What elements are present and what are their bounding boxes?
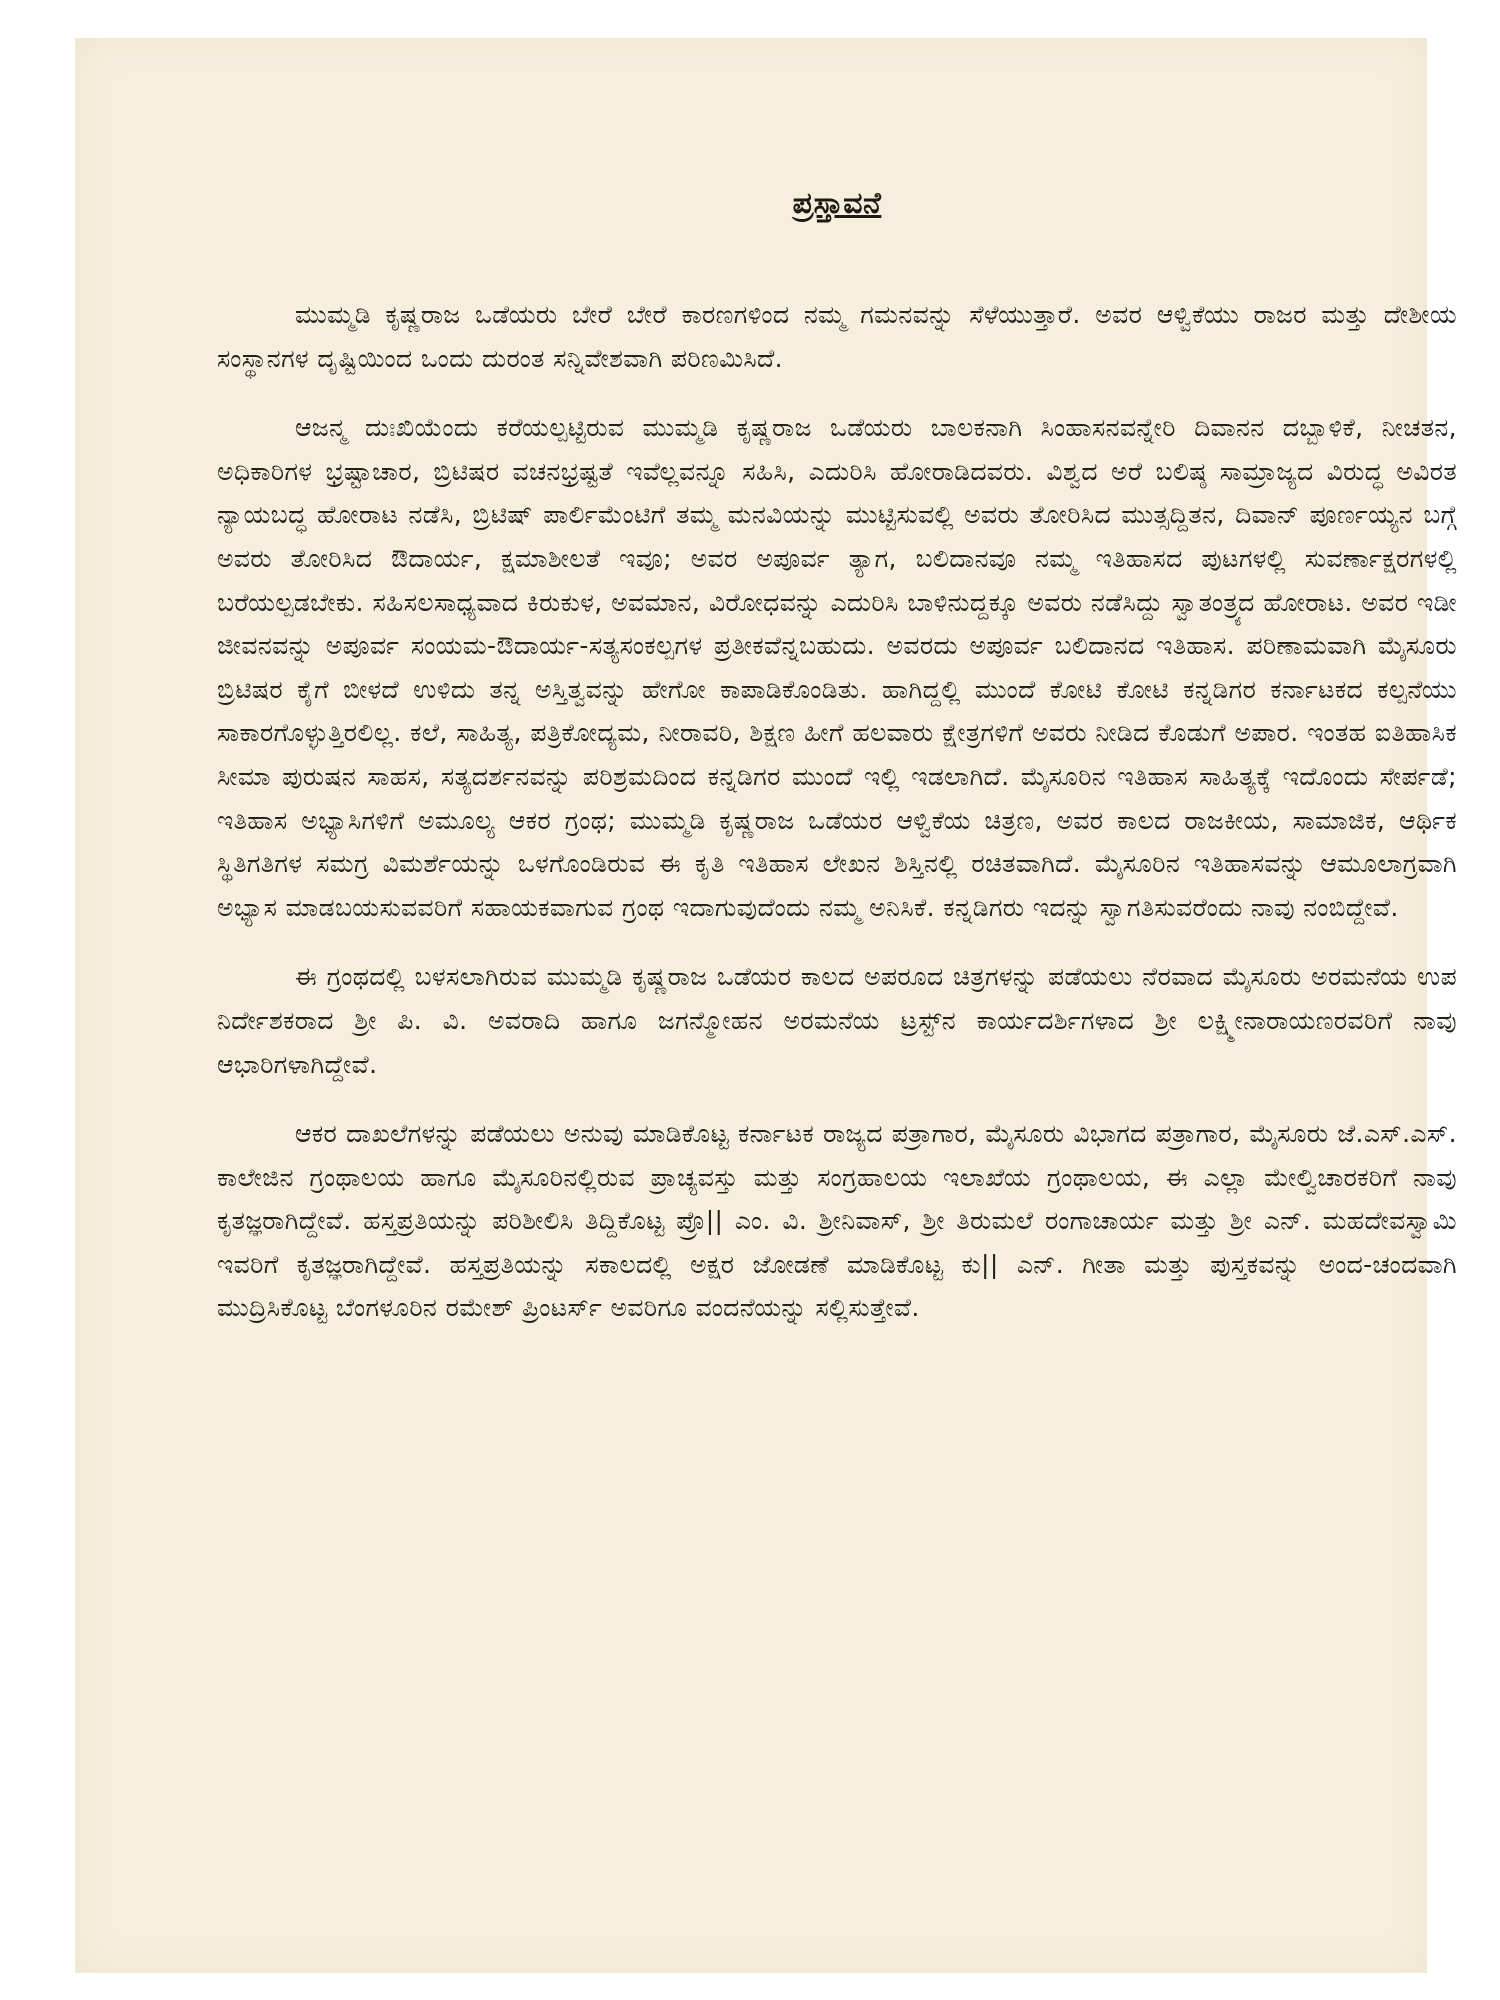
paragraph-intro: ಮುಮ್ಮಡಿ ಕೃಷ್ಣರಾಜ ಒಡೆಯರು ಬೇರೆ ಬೇರೆ ಕಾರಣಗಳಿಂದ ನಮ್ಮ ಗಮನವನ್ನು ಸೆಳೆಯುತ್ತಾರೆ. ಅವರ ಆಳ್ವಿಕೆಯು ರಾಜರ ಮತ್ತು ದೇಶೀಯ ಸಂಸ್ಥಾನಗಳ ದೃಷ್ಟಿಯಿಂದ ಒಂದು ದುರಂತ ಸನ್ನಿವೇಶವಾಗಿ ಪರಿಣಮಿಸಿದೆ. [217, 300, 1457, 373]
paragraph-images-thanks: ಈ ಗ್ರಂಥದಲ್ಲಿ ಬಳಸಲಾಗಿರುವ ಮುಮ್ಮಡಿ ಕೃಷ್ಣರಾಜ ಒಡೆಯರ ಕಾಲದ ಅಪರೂದ ಚಿತ್ರಗಳನ್ನು ಪಡೆಯಲು ನೆರವಾದ ಮೈಸೂರು ಅರಮನೆಯ ಉಪ ನಿರ್ದೇಶಕರಾದ ಶ್ರೀ ಪಿ. ವಿ. ಅವರಾದಿ ಹಾಗೂ ಜಗನ್ಮೋಹನ ಅರಮನೆಯ ಟ್ರಸ್ಟ್‌ನ ಕಾರ್ಯದರ್ಶಿಗಳಾದ ಶ್ರೀ ಲಕ್ಷ್ಮೀನಾರಾಯಣರವರಿಗೆ ನಾವು ಆಭಾರಿಗಳಾಗಿದ್ದೇವೆ. [217, 962, 1457, 1079]
document-body [217, 186, 1457, 1330]
page-sheet [75, 38, 1457, 1973]
page-title: ಪ್ರಸ್ತಾವನೆ [792, 186, 882, 221]
paragraph-history: ಆಜನ್ಮ ದುಃಖಿಯೆಂದು ಕರೆಯಲ್ಪಟ್ಟಿರುವ ಮುಮ್ಮಡಿ ಕೃಷ್ಣರಾಜ ಒಡೆಯರು ಬಾಲಕನಾಗಿ ಸಿಂಹಾಸನವನ್ನೇರಿ ದಿವಾನನ ದಬ್ಬಾಳಿಕೆ, ನೀಚತನ, ಅಧಿಕಾರಿಗಳ ಭ್ರಷ್ಟಾಚಾರ, ಬ್ರಿಟಿಷರ ವಚನಭ್ರಷ್ಟತೆ ಇವೆಲ್ಲವನ್ನೂ ಸಹಿಸಿ, ಎದುರಿಸಿ ಹೋರಾಡಿದವರು. ವಿಶ್ವದ ಅರೆ ಬಲಿಷ್ಠ ಸಾಮ್ರಾಜ್ಯದ ವಿರುದ್ಧ ಅವಿರತ ನ್ಯಾಯಬದ್ಧ ಹೋರಾಟ ನಡೆಸಿ, ಬ್ರಿಟಿಷ್ ಪಾರ್ಲಿಮೆಂಟಿಗೆ ತಮ್ಮ ಮನವಿಯನ್ನು ಮುಟ್ಟಿಸುವಲ್ಲಿ ಅವರು ತೋರಿಸಿದ ಮುತ್ಸದ್ದಿತನ, ದಿವಾನ್ ಪೂರ್ಣಯ್ಯನ ಬಗ್ಗೆ ಅವರು ತೋರಿಸಿದ ಔದಾರ್ಯ, ಕ್ಷಮಾಶೀಲತೆ ಇವೂ; ಅವರ ಅಪೂರ್ವ ತ್ಯಾಗ, ಬಲಿದಾನವೂ ನಮ್ಮ ಇತಿಹಾಸದ ಪುಟಗಳಲ್ಲಿ ಸುವರ್ಣಾಕ್ಷರಗಳಲ್ಲಿ ಬರೆಯಲ್ಪಡಬೇಕು. ಸಹಿಸಲಸಾಧ್ಯವಾದ ಕಿರುಕುಳ, ಅವಮಾನ, ವಿರೋಧವನ್ನು ಎದುರಿಸಿ ಬಾಳಿನುದ್ದಕ್ಕೂ ಅವರು ನಡೆಸಿದ್ದು ಸ್ವಾತಂತ್ರ್ಯದ ಹೋರಾಟ. ಅವರ ಇಡೀ ಜೀವನವನ್ನು ಅಪೂರ್ವ ಸಂಯಮ-ಔದಾರ್ಯ-ಸತ್ಯಸಂಕಲ್ಪಗಳ ಪ್ರತೀಕವೆನ್ನಬಹುದು. ಅವರದು ಅಪೂರ್ವ ಬಲಿದಾನದ ಇತಿಹಾಸ. ಪರಿಣಾಮವಾಗಿ ಮೈಸೂರು ಬ್ರಿಟಿಷರ ಕೈಗೆ ಬೀಳದೆ ಉಳಿದು ತನ್ನ ಅಸ್ತಿತ್ವವನ್ನು ಹೇಗೋ ಕಾಪಾಡಿಕೊಂಡಿತು. ಹಾಗಿದ್ದಲ್ಲಿ ಮುಂದೆ ಕೋಟಿ ಕೋಟಿ ಕನ್ನಡಿಗರ ಕರ್ನಾಟಕದ ಕಲ್ಪನೆಯು ಸಾಕಾರಗೊಳ್ಳುತ್ತಿರಲಿಲ್ಲ. ಕಲೆ, ಸಾಹಿತ್ಯ, ಪತ್ರಿಕೋದ್ಯಮ, ನೀರಾವರಿ, ಶಿಕ್ಷಣ ಹೀಗೆ ಹಲವಾರು ಕ್ಷೇತ್ರಗಳಿಗೆ ಅವರು ನೀಡಿದ ಕೊಡುಗೆ ಅಪಾರ. ಇಂತಹ ಐತಿಹಾಸಿಕ ಸೀಮಾ ಪುರುಷನ ಸಾಹಸ, ಸತ್ಯದರ್ಶನವನ್ನು ಪರಿಶ್ರಮದಿಂದ ಕನ್ನಡಿಗರ ಮುಂದೆ ಇಲ್ಲಿ ಇಡಲಾಗಿದೆ. ಮೈಸೂರಿನ ಇತಿಹಾಸ ಸಾಹಿತ್ಯಕ್ಕೆ ಇದೊಂದು ಸೇರ್ಪಡೆ; ಇತಿಹಾಸ ಅಭ್ಯಾಸಿಗಳಿಗೆ ಅಮೂಲ್ಯ ಆಕರ ಗ್ರಂಥ; ಮುಮ್ಮಡಿ ಕೃಷ್ಣರಾಜ ಒಡೆಯರ ಆಳ್ವಿಕೆಯ ಚಿತ್ರಣ, ಅವರ ಕಾಲದ ರಾಜಕೀಯ, ಸಾಮಾಜಿಕ, ಆರ್ಥಿಕ ಸ್ಥಿತಿಗತಿಗಳ ಸಮಗ್ರ ವಿಮರ್ಶೆಯನ್ನು ಒಳಗೊಂಡಿರುವ ಈ ಕೃತಿ ಇತಿಹಾಸ ಲೇಖನ ಶಿಸ್ತಿನಲ್ಲಿ ರಚಿತವಾಗಿದೆ. ಮೈಸೂರಿನ ಇತಿಹಾಸವನ್ನು ಆಮೂಲಾಗ್ರವಾಗಿ ಅಭ್ಯಾಸ ಮಾಡಬಯಸುವವರಿಗೆ ಸಹಾಯಕವಾಗುವ ಗ್ರಂಥ ಇದಾಗುವುದೆಂದು ನಮ್ಮ ಅನಿಸಿಕೆ. ಕನ್ನಡಿಗರು ಇದನ್ನು ಸ್ವಾಗತಿಸುವರೆಂದು ನಾವು ನಂಬಿದ್ದೇವೆ. [217, 413, 1457, 922]
paragraph-acknowledgements: ಆಕರ ದಾಖಲೆಗಳನ್ನು ಪಡೆಯಲು ಅನುವು ಮಾಡಿಕೊಟ್ಟ ಕರ್ನಾಟಕ ರಾಜ್ಯದ ಪತ್ರಾಗಾರ, ಮೈಸೂರು ವಿಭಾಗದ ಪತ್ರಾಗಾರ, ಮೈಸೂರು ಜೆ.ಎಸ್.ಎಸ್. ಕಾಲೇಜಿನ ಗ್ರಂಥಾಲಯ ಹಾಗೂ ಮೈಸೂರಿನಲ್ಲಿರುವ ಪ್ರಾಚ್ಯವಸ್ತು ಮತ್ತು ಸಂಗ್ರಹಾಲಯ ಇಲಾಖೆಯ ಗ್ರಂಥಾಲಯ, ಈ ಎಲ್ಲಾ ಮೇಲ್ವಿಚಾರಕರಿಗೆ ನಾವು ಕೃತಜ್ಞರಾಗಿದ್ದೇವೆ. ಹಸ್ತಪ್ರತಿಯನ್ನು ಪರಿಶೀಲಿಸಿ ತಿದ್ದಿಕೊಟ್ಟ ಪ್ರೊ|| ಎಂ. ವಿ. ಶ್ರೀನಿವಾಸ್, ಶ್ರೀ ತಿರುಮಲೆ ರಂಗಾಚಾರ್ಯ ಮತ್ತು ಶ್ರೀ ಎನ್. ಮಹದೇವಸ್ವಾಮಿ ಇವರಿಗೆ ಕೃತಜ್ಞರಾಗಿದ್ದೇವೆ. ಹಸ್ತಪ್ರತಿಯನ್ನು ಸಕಾಲದಲ್ಲಿ ಅಕ್ಷರ ಜೋಡಣೆ ಮಾಡಿಕೊಟ್ಟ ಕು|| ಎನ್. ಗೀತಾ ಮತ್ತು ಪುಸ್ತಕವನ್ನು ಅಂದ-ಚಂದವಾಗಿ ಮುದ್ರಿಸಿಕೊಟ್ಟ ಬೆಂಗಳೂರಿನ ರಮೇಶ್ ಪ್ರಿಂಟರ್ಸ್ ಅವರಿಗೂ ವಂದನೆಯನ್ನು ಸಲ್ಲಿಸುತ್ತೇವೆ. [217, 1119, 1457, 1323]
